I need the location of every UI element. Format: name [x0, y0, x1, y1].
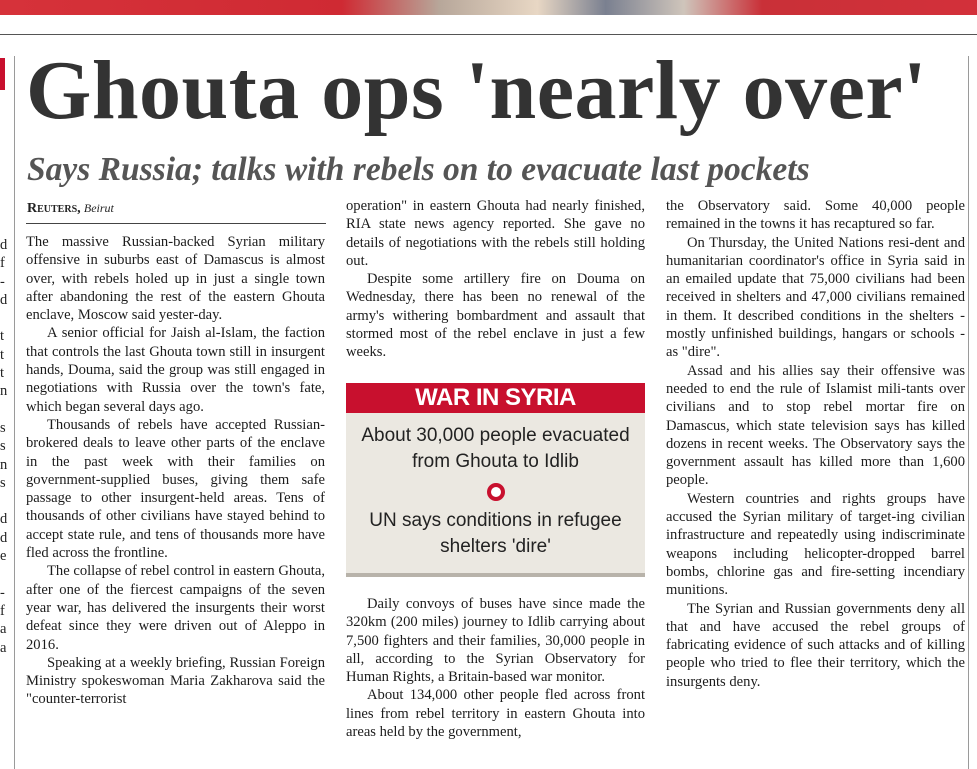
paragraph: The Syrian and Russian governments deny all that and have accused the rebel groups of fabricating evidence of such attacks and of killing people who tried to flee their territory, which the insurgents deny.: [666, 600, 965, 690]
paragraph: operation" in eastern Ghouta had nearly finished, RIA state news agency reported. She gave no details of negotiations with the rebels still holding out.: [346, 198, 645, 269]
paragraph: A senior official for Jaish al-Islam, the faction that controls the last Ghouta town still in insurgent hands, Douma, said the group was still engaged in negotiations with Russia over the town's fate, which began several days ago.: [26, 325, 325, 415]
paragraph: The collapse of rebel control in eastern Ghouta, after one of the fiercest campaigns of the seven year war, has delivered the insurgents their worst defeat since they were driven out of Aleppo in 2016.: [26, 563, 325, 653]
article-column-3: [666, 197, 965, 691]
paragraph: Western countries and rights groups have accused the Syrian military of target-ing civilian infrastructure and repeatedly using indiscriminate weapons including helicopter-dropped barrel bombs, chlorine gas and fire-setting incendiary munitions.: [666, 490, 965, 599]
byline-rule: [26, 223, 326, 224]
sidebar-item-shelters: UN says conditions in refugee shelters 'dire': [369, 510, 622, 557]
top-photo-strip: [0, 0, 977, 15]
byline-agency: Reuters,: [27, 201, 81, 216]
right-column-rule: [968, 56, 969, 769]
war-in-syria-sidebar: [346, 383, 645, 577]
byline: [27, 200, 114, 217]
article-column-2-bottom: [346, 595, 645, 741]
ring-bullet-icon: [487, 483, 505, 501]
paragraph: The massive Russian-backed Syrian military offensive in suburbs east of Damascus is almost over, with rebels holed up in just a single town after abandoning the rest of the eastern Ghouta enclave, Moscow said yester-day.: [26, 234, 325, 324]
paragraph: Speaking at a weekly briefing, Russian Foreign Ministry spokeswoman Maria Zakharova said the "counter-terrorist: [26, 654, 325, 708]
left-column-rule: [14, 56, 15, 769]
paragraph: On Thursday, the United Nations resi-dent and humanitarian coordinator's office in Syria said in an emailed update that 75,000 civilians had been received in shelters and 47,000 civilians remained in them. It described conditions in the shelters - mostly unfinished buildings, hangars or schools - as "dire".: [666, 234, 965, 361]
paragraph: Thousands of rebels have accepted Russian-brokered deals to leave other parts of the enclave in the past week with their families on government-supplied buses, giving them safe passage to other insurgent-held areas. Tens of thousands of other civilians have stayed behind to accept state rule, and tens of thousands more have fled across the frontline.: [26, 416, 325, 562]
sidebar-title: WAR IN SYRIA: [346, 383, 645, 413]
article-column-1: [26, 233, 325, 709]
paragraph: Despite some artillery fire on Douma on Wednesday, there has been no renewal of the army's withering bombardment and assault that stormed most of the rebel enclave in just a few weeks.: [346, 271, 645, 361]
byline-location: Beirut: [83, 201, 114, 215]
top-rule: [0, 34, 977, 35]
sidebar-item-evacuated: About 30,000 people evacuated from Ghouta to Idlib: [361, 425, 630, 472]
left-red-bar: [0, 58, 5, 90]
headline: Ghouta ops 'nearly over': [26, 44, 928, 137]
previous-article-fragments: d f - d t t t n s s n s d d e - f a a: [0, 237, 8, 656]
article-column-2-top: [346, 197, 645, 362]
paragraph: Assad and his allies say their offensive was needed to end the rule of Islamist mili-tants over civilians and to stop rebel mortar fire on Damascus, which state television says has killed dozens in recent weeks. The Observatory says the government assault has killed more than 1,600 people.: [666, 362, 965, 489]
paragraph: Daily convoys of buses have since made the 320km (200 miles) journey to Idlib carrying about 7,500 fighters and their families, 30,000 people in all, according to the Syrian Observatory for Human Rights, a Britain-based war monitor.: [346, 596, 645, 686]
paragraph: the Observatory said. Some 40,000 people remained in the towns it has recaptured so far.: [666, 198, 965, 233]
subheadline: Says Russia; talks with rebels on to evacuate last pockets: [27, 151, 810, 188]
paragraph: About 134,000 other people fled across front lines from rebel territory in eastern Ghouta into areas held by the government,: [346, 687, 645, 741]
